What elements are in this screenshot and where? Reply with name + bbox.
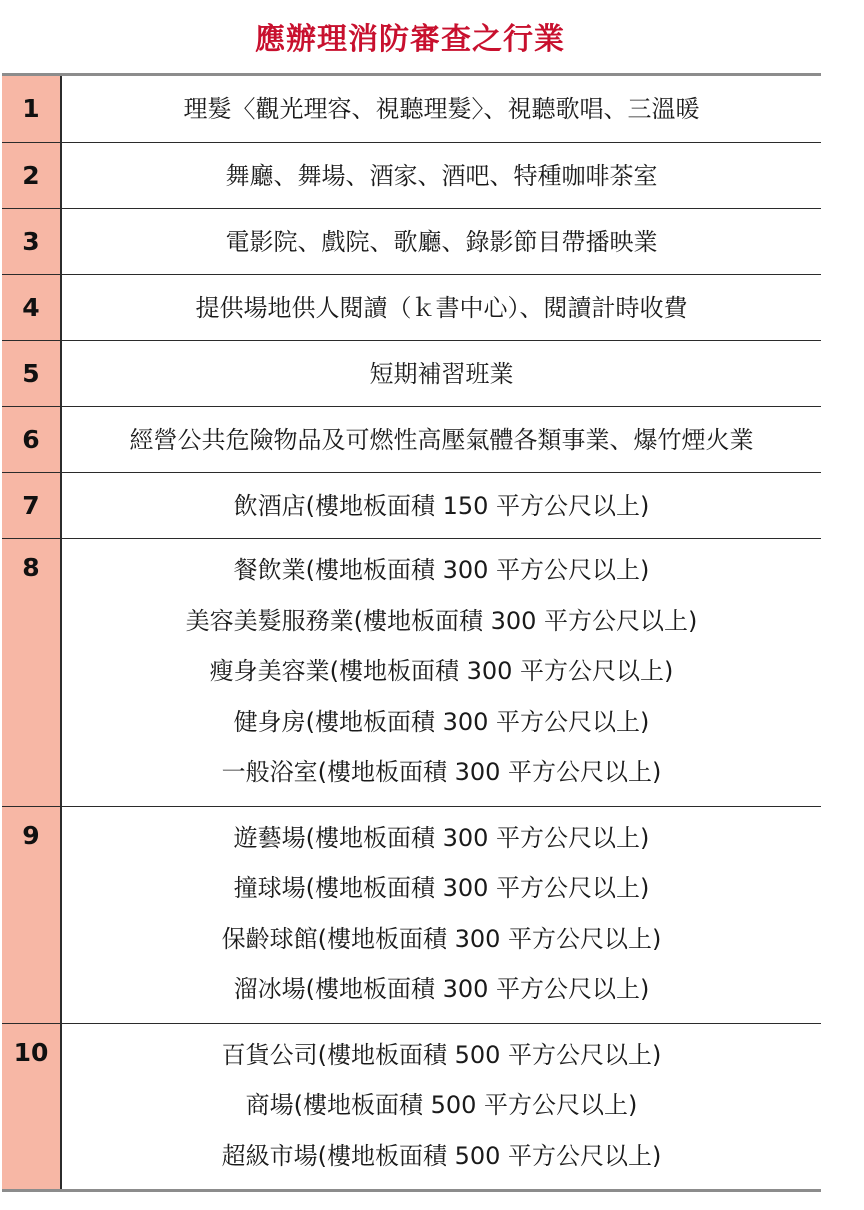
industry-item: 瘦身美容業(樓地板面積 300 平方公尺以上) <box>209 657 674 685</box>
industry-item: 電影院、戲院、歌廳、錄影節目帶播映業 <box>225 227 658 256</box>
table-row <box>2 538 821 806</box>
row-number: 5 <box>2 341 62 406</box>
industry-item: 超級市場(樓地板面積 500 平方公尺以上) <box>221 1141 662 1170</box>
table-row <box>2 1023 821 1190</box>
row-number: 3 <box>2 209 62 274</box>
row-items <box>62 407 821 472</box>
row-number: 6 <box>2 407 62 472</box>
row-number: 2 <box>2 143 62 208</box>
table-row <box>2 406 821 472</box>
row-number: 8 <box>2 539 62 806</box>
industry-item: 提供場地供人閱讀（ｋ書中心）、閱讀計時收費 <box>195 293 688 322</box>
industry-item: 溜冰場(樓地板面積 300 平方公尺以上) <box>233 975 650 1003</box>
industry-item: 餐飲業(樓地板面積 300 平方公尺以上) <box>233 556 650 584</box>
industry-item: 一般浴室(樓地板面積 300 平方公尺以上) <box>221 758 662 786</box>
industry-item: 理髮〈觀光理容、視聽理髮〉、視聽歌唱、三溫暖 <box>183 95 700 123</box>
industry-item: 經營公共危險物品及可燃性高壓氣體各類事業、爆竹煙火業 <box>129 425 754 454</box>
industry-item: 短期補習班業 <box>369 359 514 388</box>
industry-item: 百貨公司(樓地板面積 500 平方公尺以上) <box>221 1040 662 1069</box>
row-items <box>62 209 821 274</box>
row-items <box>62 807 821 1023</box>
row-items <box>62 275 821 340</box>
table-row <box>2 340 821 406</box>
row-number: 7 <box>2 473 62 538</box>
table-row <box>2 142 821 208</box>
table-row <box>2 274 821 340</box>
table-row <box>2 806 821 1023</box>
row-items <box>62 76 821 142</box>
row-items <box>62 539 821 806</box>
row-items <box>62 143 821 208</box>
table-row <box>2 208 821 274</box>
industry-item: 飲酒店(樓地板面積 150 平方公尺以上) <box>233 491 650 520</box>
row-items <box>62 473 821 538</box>
industry-item: 健身房(樓地板面積 300 平方公尺以上) <box>233 707 650 736</box>
industry-item: 商場(樓地板面積 500 平方公尺以上) <box>245 1091 638 1119</box>
row-number: 9 <box>2 807 62 1023</box>
page-title: 應辦理消防審查之行業 <box>255 22 565 57</box>
row-number: 1 <box>2 76 62 142</box>
row-items <box>62 1024 821 1190</box>
row-items <box>62 341 821 406</box>
industry-item: 保齡球館(樓地板面積 300 平方公尺以上) <box>221 924 662 953</box>
industry-item: 美容美髮服務業(樓地板面積 300 平方公尺以上) <box>185 606 698 635</box>
table-row <box>2 76 821 142</box>
row-number: 10 <box>2 1024 62 1190</box>
table-row <box>2 472 821 538</box>
industry-item: 撞球場(樓地板面積 300 平方公尺以上) <box>233 874 650 902</box>
industry-item: 舞廳、舞場、酒家、酒吧、特種咖啡茶室 <box>225 161 658 190</box>
industry-item: 遊藝場(樓地板面積 300 平方公尺以上) <box>233 823 650 852</box>
row-number: 4 <box>2 275 62 340</box>
industry-table <box>2 73 821 1192</box>
